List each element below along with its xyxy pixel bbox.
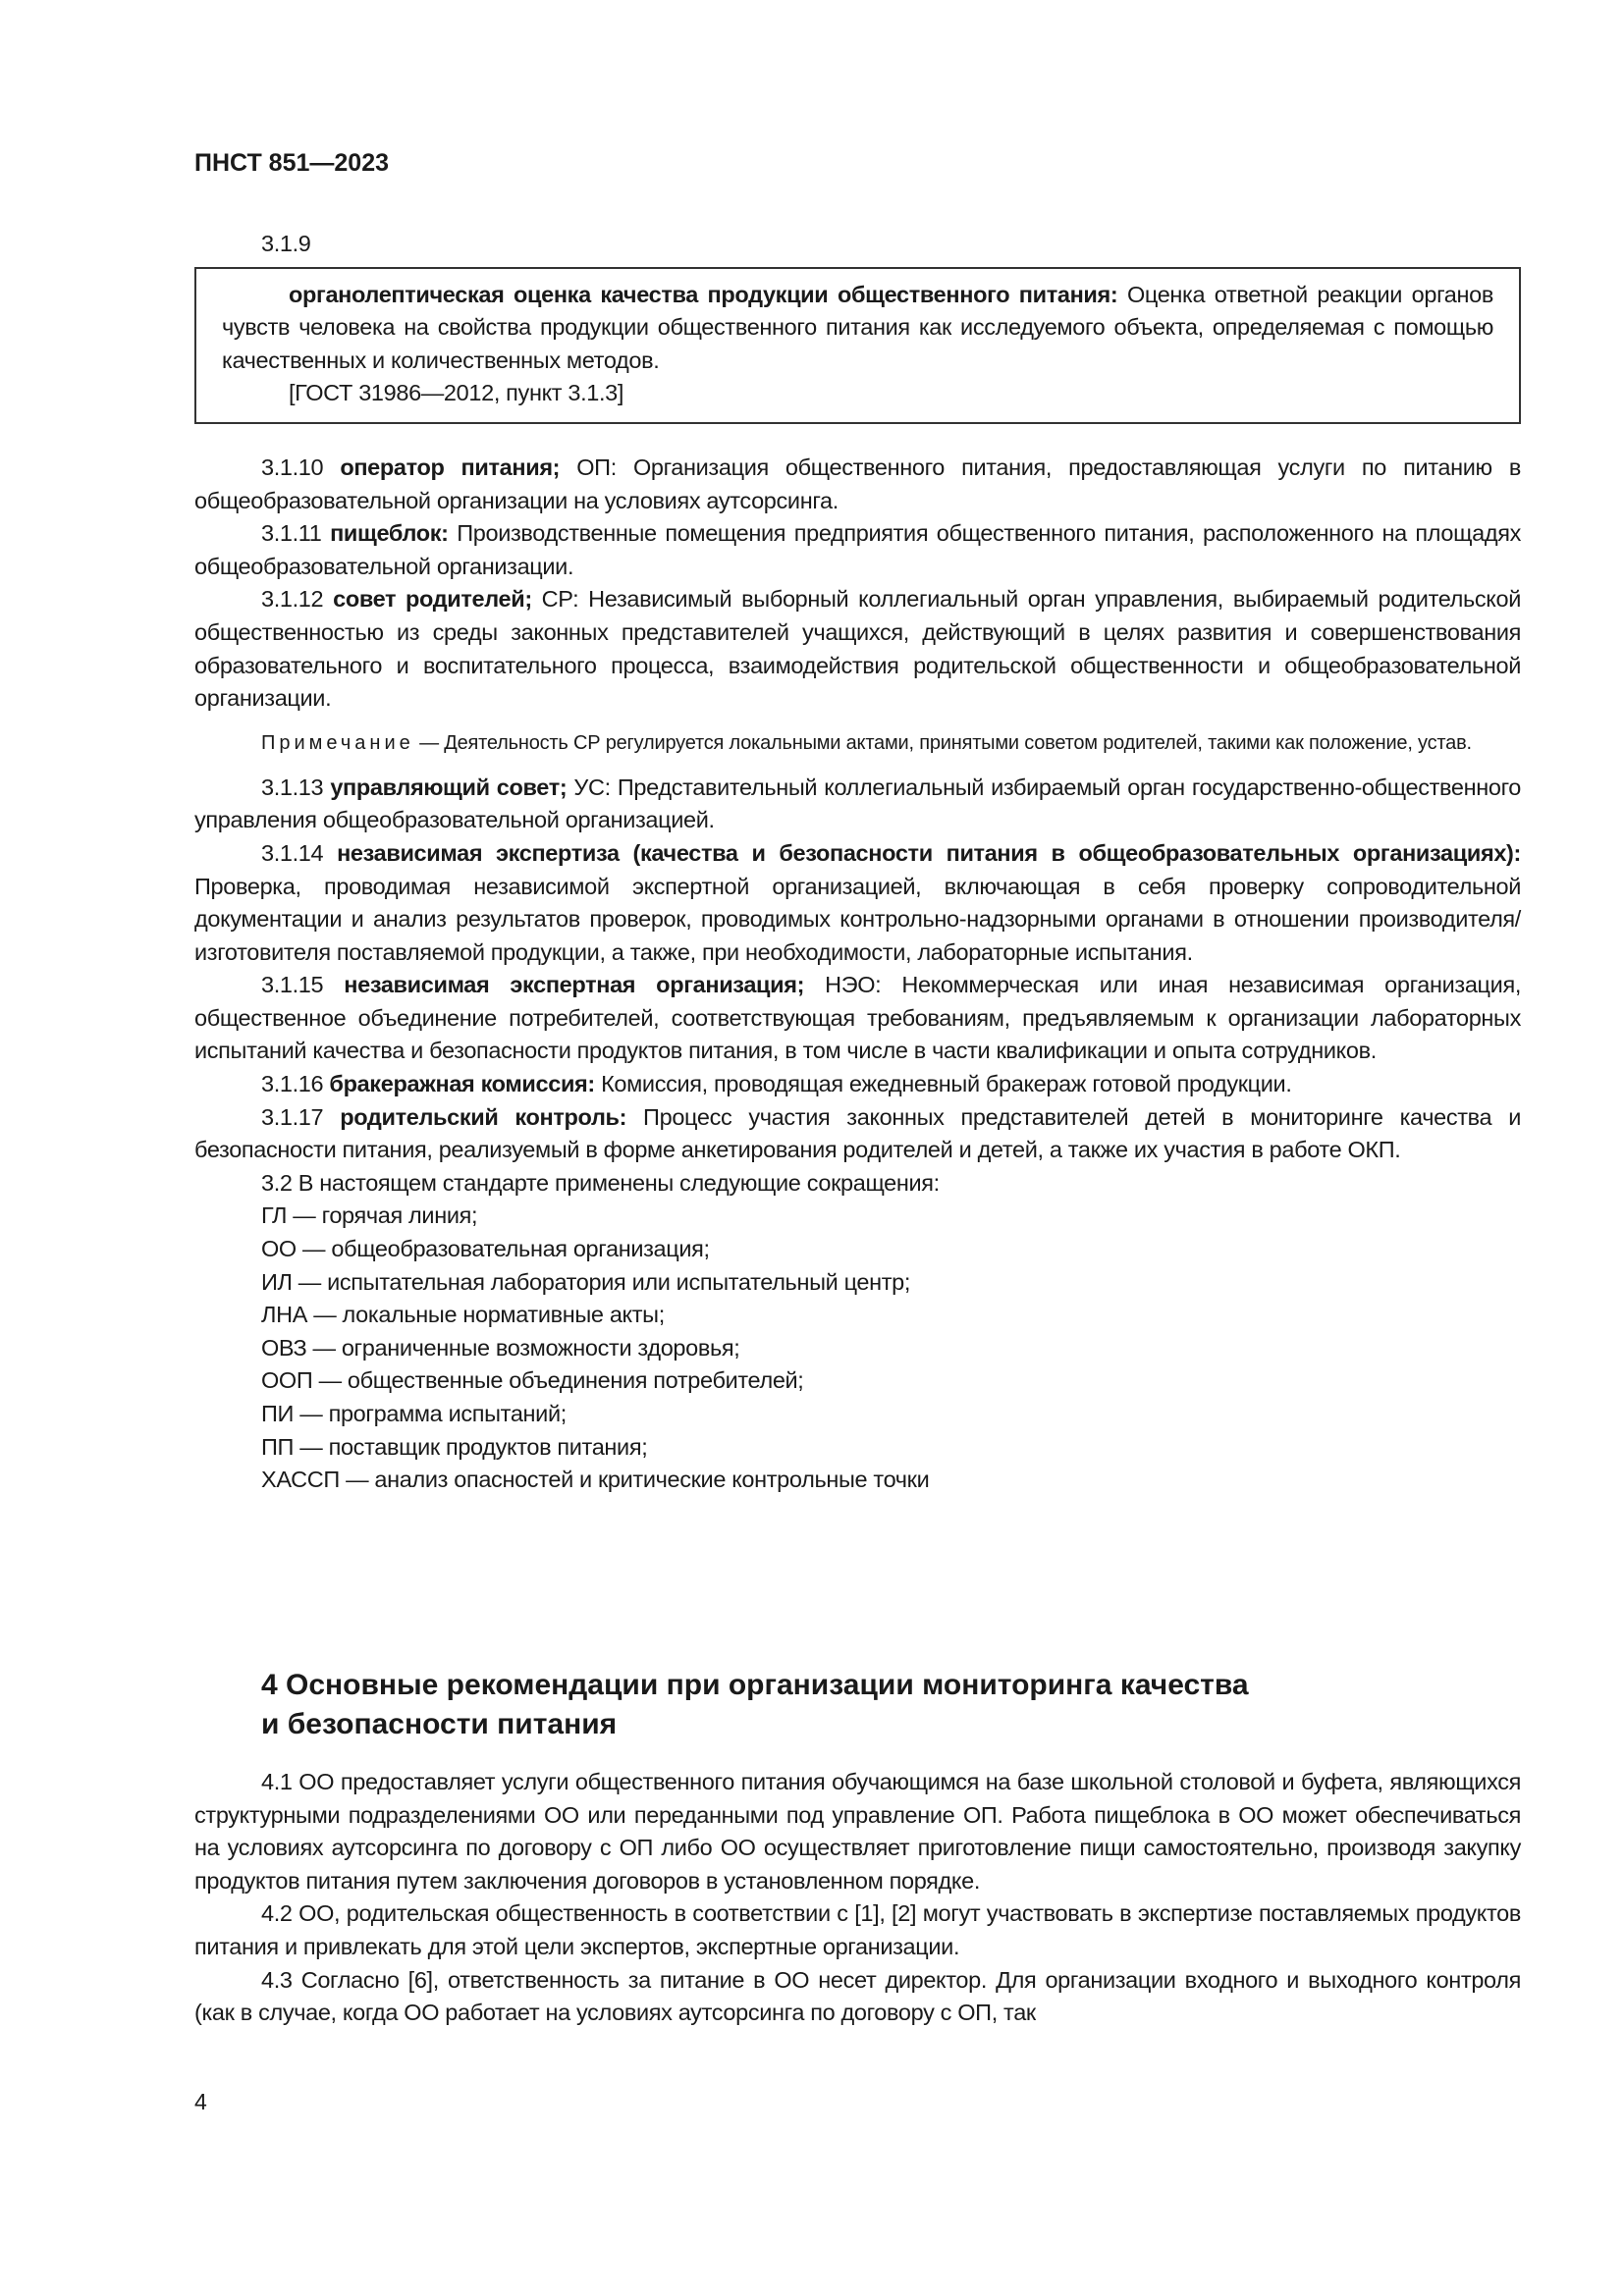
term-number: 3.1.13 [261, 774, 331, 800]
term-number: 3.1.15 [261, 972, 345, 998]
section-heading [261, 1666, 1521, 1744]
term: оператор питания; [340, 454, 561, 480]
term: пищеблок: [330, 520, 449, 547]
term: родительский контроль: [340, 1103, 627, 1130]
abbreviation-item: ПП — поставщик продуктов питания; [261, 1433, 648, 1460]
abbreviation-item: ПИ — программа испытаний; [261, 1401, 567, 1426]
definition: УС: Представительный коллегиальный избираемый орган государственно-общественного управления общеобразовательной организацией. [194, 774, 1521, 833]
abbreviation-item: ХАССП — анализ опасностей и критические контрольные точки [261, 1467, 930, 1493]
heading-line: 4 Основные рекомендации при организации мониторинга качества [261, 1669, 1249, 1701]
abbreviation-item: ГЛ — горячая линия; [261, 1202, 478, 1229]
abbreviation-item: ООП — общественные объединения потребителей; [261, 1367, 804, 1394]
term-number: 3.1.16 [261, 1071, 330, 1097]
document-id: ПНСТ 851—2023 [194, 149, 389, 177]
term-entry [194, 772, 1521, 837]
note [194, 729, 1521, 758]
quoted-term-box [194, 267, 1521, 424]
note-label: Примечание [261, 731, 414, 754]
section-4 [194, 1666, 1521, 2030]
definition: Проверка, проводимая независимой экспертной организацией, включающая в себя проверку сопроводительной документации и анализ результатов проверок, проводимых контрольно-надзорными органами в отношении производителя/изготовителя поставляемой продукции, а также, при необходимости, лабораторные испытания. [194, 873, 1521, 965]
definition: СР: Независимый выборный коллегиальный орган управления, выбираемый родительской общественностью из среды законных представителей учащихся, действующий в целях развития и совершенствования образовательного и воспитательного процесса, взаимодействия родительской общественности и общеобразовательной организации. [194, 586, 1522, 712]
abbreviation-item: ОВЗ — ограниченные возможности здоровья; [261, 1334, 740, 1361]
term-entry [194, 1101, 1521, 1167]
term-entry [194, 583, 1521, 715]
term-entry [194, 837, 1521, 969]
abbreviations-intro: 3.2 В настоящем стандарте применены следующие сокращения: [261, 1169, 940, 1196]
abbreviations-list [194, 1200, 1521, 1496]
term-entry [194, 452, 1521, 517]
term-entry [194, 969, 1521, 1068]
term-number: 3.1.12 [261, 586, 334, 613]
abbreviation-item: ОО — общеобразовательная организация; [261, 1236, 710, 1262]
section-3-terms [194, 228, 1521, 1497]
paragraph: 4.2 ОО, родительская общественность в соответствии с [1], [2] могут участвовать в экспертизе поставляемых продуктов питания и привлекать для этой цели экспертов, экспертные организации. [194, 1900, 1521, 1959]
definition: ОП: Организация общественного питания, предоставляющая услуги по питанию в общеобразовательной организации на условиях аутсорсинга. [194, 454, 1521, 513]
term-entry [194, 1068, 1521, 1101]
term-source: [ГОСТ 31986—2012, пункт 3.1.3] [289, 380, 624, 406]
note-text: — Деятельность СР регулируется локальными актами, принятыми советом родителей, такими как положение, устав. [413, 731, 1472, 754]
heading-line: и безопасности питания [261, 1708, 618, 1740]
term-number: 3.1.9 [261, 231, 311, 256]
term-number: 3.1.14 [261, 839, 338, 866]
term: совет родителей; [333, 586, 532, 613]
paragraph: 4.3 Согласно [6], ответственность за питание в ОО несет директор. Для организации входного и выходного контроля (как в случае, когда ОО работает на условиях аутсорсинга по договору с ОП, так [194, 1966, 1521, 2026]
definition: Комиссия, проводящая ежедневный бракераж готовой продукции. [594, 1071, 1292, 1097]
term: органолептическая оценка качества продукции общественного питания: [289, 281, 1118, 307]
definition: Оценка ответной реакции органов чувств человека на свойства продукции общественного питания как исследуемого объекта, определяемая с помощью качественных и количественных методов. [222, 281, 1493, 373]
abbreviation-item: ИЛ — испытательная лаборатория или испытательный центр; [261, 1268, 911, 1295]
definition: Процесс участия законных представителей детей в мониторинге качества и безопасности питания, реализуемый в форме анкетирования родителей и детей, а также их участия в работе ОКП. [194, 1103, 1521, 1163]
term: независимая экспертиза (качества и безопасности питания в общеобразовательных организациях): [337, 839, 1521, 866]
term-number: 3.1.17 [261, 1103, 341, 1130]
term: управляющий совет; [330, 774, 568, 800]
term: независимая экспертная организация; [344, 972, 805, 998]
definition: НЭО: Некоммерческая или иная независимая организация, общественное объединение потребителей, соответствующая требованиям, предъявляемым к организации лабораторных испытаний качества и безопасности продуктов питания, в том числе в части квалификации и опыта сотрудников. [194, 972, 1521, 1064]
paragraph: 4.1 ОО предоставляет услуги общественного питания обучающимся на базе школьной столовой и буфета, являющихся структурными подразделениями ОО или переданными под управление ОП. Работа пищеблока в ОО может обеспечиваться на условиях аутсорсинга по договору с ОП либо ОО осуществляет приготовление пищи самостоятельно, производя закупку продуктов питания путем заключения договоров в установленном порядке. [194, 1769, 1521, 1894]
page-number: 4 [194, 2089, 207, 2114]
term-number: 3.1.10 [261, 454, 341, 480]
definition: Производственные помещения предприятия общественного питания, расположенного на площадях общеобразовательной организации. [194, 520, 1521, 579]
abbreviation-item: ЛНА — локальные нормативные акты; [261, 1302, 665, 1328]
term: бракеражная комиссия: [329, 1071, 595, 1097]
term-definition [222, 279, 1493, 378]
term-number: 3.1.11 [261, 520, 331, 547]
term-entry [194, 517, 1521, 583]
